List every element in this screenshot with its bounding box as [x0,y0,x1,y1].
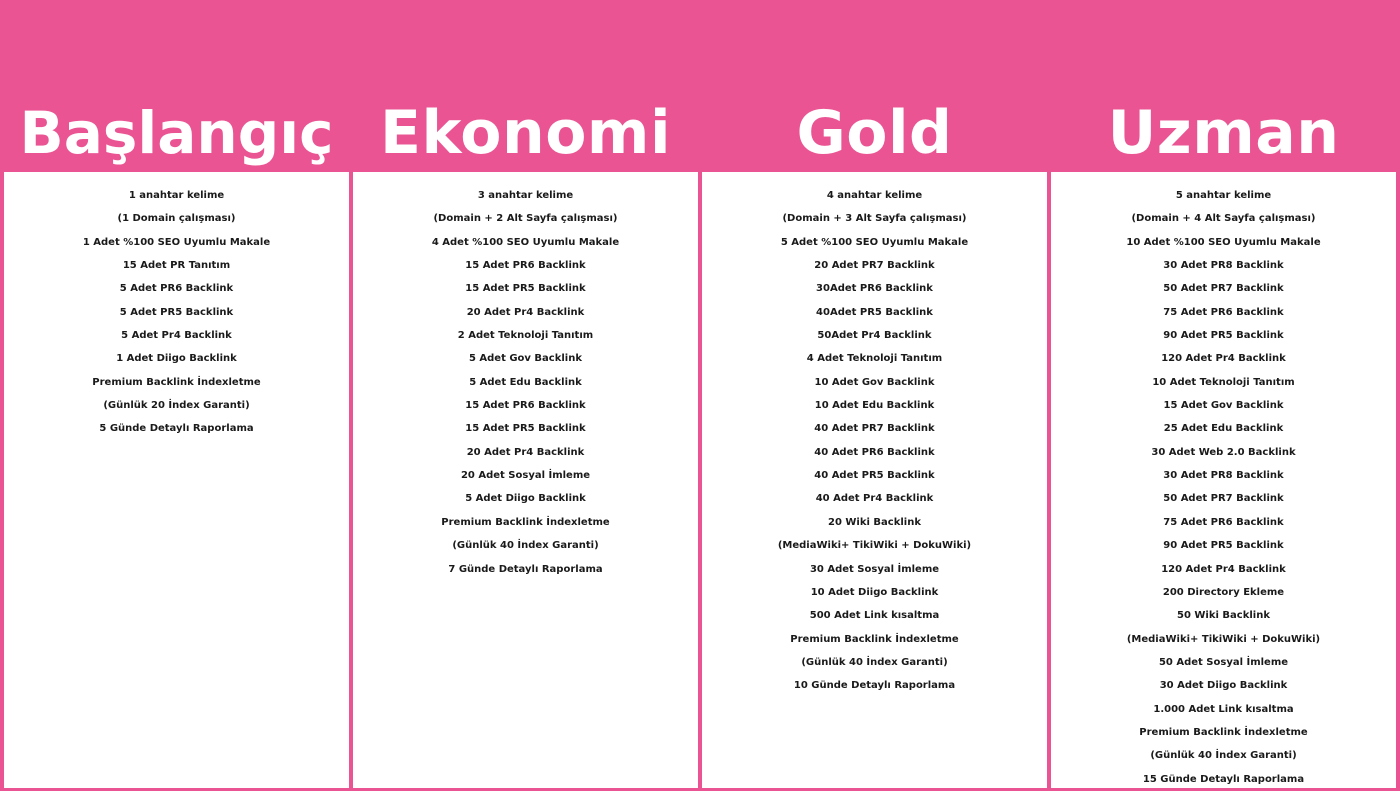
feature-item: 50 Adet PR7 Backlink [1163,493,1284,505]
feature-item: Premium Backlink İndexletme [441,516,610,528]
feature-item: 20 Adet Sosyal İmleme [460,470,591,482]
feature-item: 10 Adet %100 SEO Uyumlu Makale [1126,236,1321,248]
feature-item: 40 Adet PR5 Backlink [814,470,935,482]
feature-item: (Günlük 40 İndex Garanti) [801,656,948,668]
feature-item: 5 Adet PR5 Backlink [119,306,234,318]
feature-item: 30 Adet PR8 Backlink [1163,260,1284,272]
feature-item: 90 Adet PR5 Backlink [1163,540,1284,552]
feature-item: 5 Adet Pr4 Backlink [121,330,232,342]
feature-item: 7 Günde Detaylı Raporlama [448,563,603,575]
feature-item: 15 Adet PR6 Backlink [465,400,586,412]
feature-item: 75 Adet PR6 Backlink [1163,516,1284,528]
feature-list [1051,172,1396,791]
feature-item: (MediaWiki+ TikiWiki + DokuWiki) [1126,633,1321,645]
feature-item: 30 Adet PR8 Backlink [1163,470,1284,482]
feature-item: Premium Backlink İndexletme [790,633,959,645]
package-title: Başlangıç [19,99,334,167]
feature-item: 4 anahtar kelime [826,190,923,201]
feature-item: 5 Adet Gov Backlink [468,353,583,365]
feature-item: 5 Adet Diigo Backlink [465,493,586,505]
package-title: Ekonomi [379,98,672,168]
package-panel [702,172,1047,788]
feature-item: 20 Adet PR7 Backlink [814,260,935,272]
feature-item: 50Adet Pr4 Backlink [817,330,932,342]
feature-item: 500 Adet Link kısaltma [809,610,940,622]
feature-item: 120 Adet Pr4 Backlink [1161,353,1286,365]
feature-item: 4 Adet Teknoloji Tanıtım [806,353,943,365]
feature-item: 30Adet PR6 Backlink [816,283,933,295]
feature-item: 90 Adet PR5 Backlink [1163,330,1284,342]
feature-item: 40 Adet Pr4 Backlink [815,493,934,505]
feature-item: 5 Adet %100 SEO Uyumlu Makale [780,236,969,248]
feature-item: 30 Adet Diigo Backlink [1159,680,1288,692]
feature-item: 50 Adet Sosyal İmleme [1158,656,1289,668]
feature-item: Premium Backlink İndexletme [92,376,261,388]
package-baslangic [4,0,349,788]
feature-item: 10 Adet Teknoloji Tanıtım [1152,376,1295,388]
package-gold [702,0,1047,788]
feature-item: 5 anahtar kelime [1175,190,1272,201]
feature-item: 3 anahtar kelime [477,190,574,201]
feature-item: (Domain + 3 Alt Sayfa çalışması) [782,213,967,225]
package-panel [353,172,698,788]
feature-item: 120 Adet Pr4 Backlink [1161,563,1286,575]
feature-item: 20 Adet Pr4 Backlink [466,446,585,458]
feature-list [702,172,1047,698]
feature-item: (Domain + 4 Alt Sayfa çalışması) [1131,213,1316,225]
feature-item: (Domain + 2 Alt Sayfa çalışması) [433,213,618,225]
feature-item: 30 Adet Web 2.0 Backlink [1151,446,1296,458]
feature-item: 10 Adet Diigo Backlink [810,586,939,598]
feature-item: 40Adet PR5 Backlink [816,306,933,318]
feature-item: 40 Adet PR7 Backlink [814,423,935,435]
package-ekonomi [353,0,698,788]
feature-item: 5 Günde Detaylı Raporlama [99,423,254,435]
feature-item: 1 Adet %100 SEO Uyumlu Makale [82,236,271,248]
feature-item: 40 Adet PR6 Backlink [814,446,935,458]
feature-item: 5 Adet PR6 Backlink [119,283,234,295]
feature-item: 50 Wiki Backlink [1177,610,1270,622]
feature-item: 4 Adet %100 SEO Uyumlu Makale [431,236,620,248]
feature-item: 50 Adet PR7 Backlink [1163,283,1284,295]
feature-item: (1 Domain çalışması) [117,213,236,225]
feature-item: 2 Adet Teknoloji Tanıtım [457,330,594,342]
feature-item: 15 Günde Detaylı Raporlama [1142,773,1305,785]
package-panel [1051,172,1396,788]
feature-item: 200 Directory Ekleme [1162,586,1285,598]
feature-item: 10 Günde Detaylı Raporlama [793,680,956,692]
feature-item: 30 Adet Sosyal İmleme [809,563,940,575]
feature-item: 1 Adet Diigo Backlink [116,353,237,365]
package-title: Uzman [1107,98,1340,168]
package-panel [4,172,349,788]
feature-item: 10 Adet Gov Backlink [814,376,935,388]
feature-item: 20 Adet Pr4 Backlink [466,306,585,318]
feature-item: 1 anahtar kelime [128,190,225,201]
feature-list [353,172,698,581]
feature-item: 1.000 Adet Link kısaltma [1153,703,1294,715]
feature-list [4,172,349,441]
feature-item: (Günlük 40 İndex Garanti) [1150,750,1297,762]
feature-item: Premium Backlink İndexletme [1139,726,1308,738]
package-title: Gold [796,98,953,168]
feature-item: 10 Adet Edu Backlink [814,400,935,412]
feature-item: 75 Adet PR6 Backlink [1163,306,1284,318]
package-uzman [1051,0,1396,788]
feature-item: 15 Adet PR6 Backlink [465,260,586,272]
feature-item: 20 Wiki Backlink [828,516,921,528]
feature-item: 15 Adet Gov Backlink [1163,400,1284,412]
feature-item: 5 Adet Edu Backlink [469,376,582,388]
feature-item: 15 Adet PR5 Backlink [465,283,586,295]
feature-item: 15 Adet PR Tanıtım [122,260,231,272]
feature-item: 25 Adet Edu Backlink [1163,423,1284,435]
feature-item: (Günlük 40 İndex Garanti) [452,540,599,552]
feature-item: 15 Adet PR5 Backlink [465,423,586,435]
feature-item: (Günlük 20 İndex Garanti) [103,400,250,412]
feature-item: (MediaWiki+ TikiWiki + DokuWiki) [777,540,972,552]
